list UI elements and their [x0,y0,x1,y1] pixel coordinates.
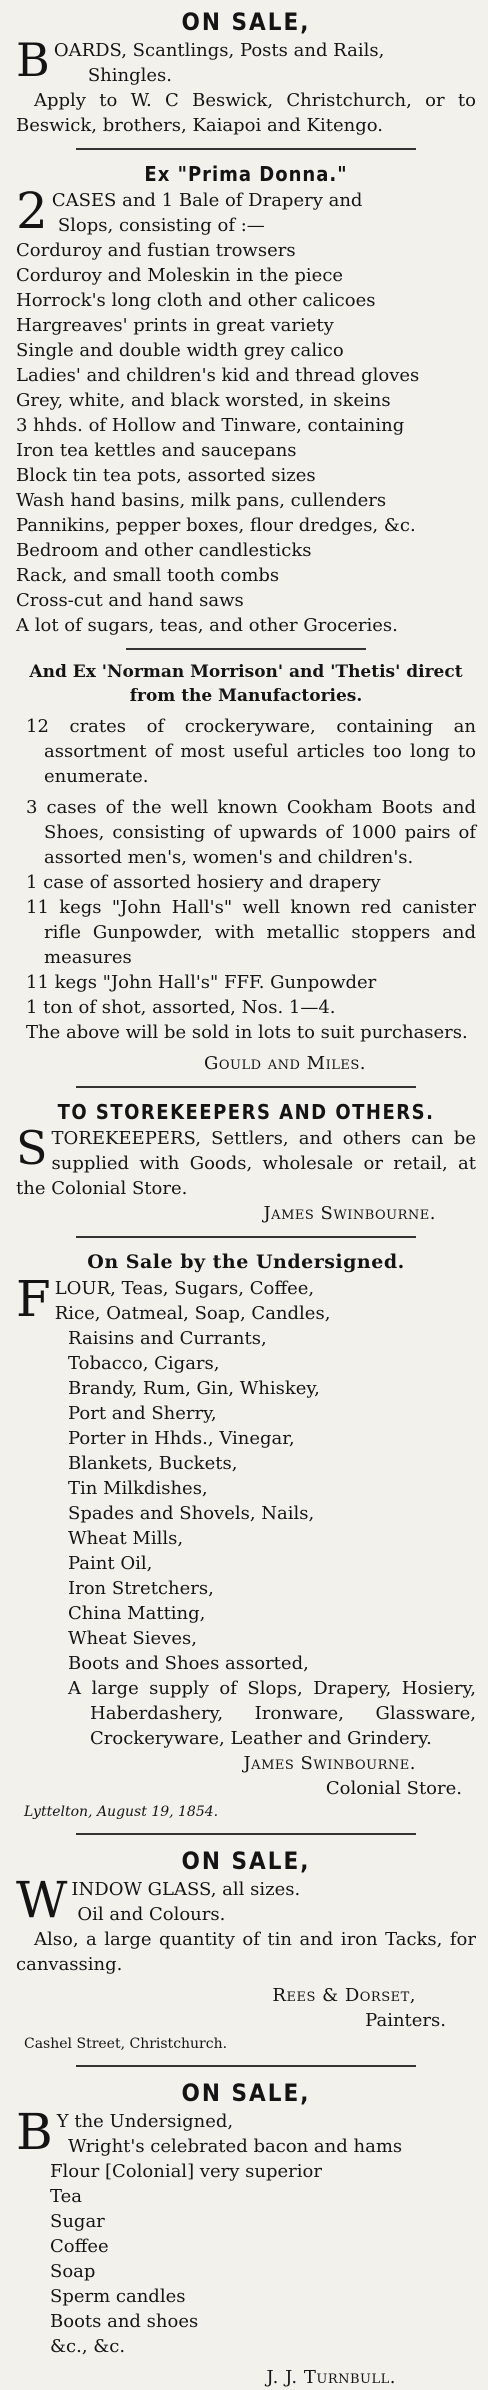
list-item: Wheat Mills, [68,1528,184,1549]
list-item: Corduroy and fustian trowsers [16,240,296,261]
list-item: 11 kegs "John Hall's" FFF. Gunpowder [26,972,377,993]
list-item: Bedroom and other candlesticks [16,540,312,561]
list-item: Rice, Oatmeal, Soap, Candles, [54,1303,331,1324]
ad-paragraph: Apply to W. C Beswick, Christchurch, or to Beswick, brothers, Kaiapoi and Kitengo. [16,90,476,136]
list-item: Horrock's long cloth and other calicoes [16,290,376,311]
divider [126,648,366,650]
list-item: Spades and Shovels, Nails, [68,1503,315,1524]
list-item: Blankets, Buckets, [68,1453,238,1474]
list-item: &c., &c. [50,2336,126,2357]
list-item: Sperm candles [50,2286,186,2307]
ad-first-line: INDOW GLASS, all sizes. [71,1879,301,1900]
list-item: 12 crates of crockeryware, containing an assortment of most useful articles too long to enumerate. [26,716,476,787]
ad-first-line: LOUR, Teas, Sugars, Coffee, [54,1278,315,1299]
ad-dateline: Cashel Street, Christchurch. [24,2036,228,2052]
list-item: Raisins and Currants, [68,1328,267,1349]
drop-cap: B [16,33,50,87]
list-item: 3 cases of the well known Cookham Boots and Shoes, consisting of upwards of 1000 pairs of assorted men's, women's and children's. [26,797,476,868]
ad-paragraph: Also, a large quantity of tin and iron Tacks, for canvassing. [16,1929,476,1975]
ad-second-line: Slops, consisting of :— [57,215,265,236]
divider [76,148,416,150]
list-item: The above will be sold in lots to suit purchasers. [26,1022,468,1043]
list-item: Corduroy and Moleskin in the piece [16,265,344,286]
list-item: Single and double width grey calico [16,340,344,361]
list-item: Block tin tea pots, assorted sizes [16,465,316,486]
drop-cap: S [16,1121,48,1175]
ad-signature: Gould and Miles. [204,1053,366,1074]
list-item: Soap [50,2261,96,2282]
ad-signature-line: Painters. [365,2010,446,2031]
ad-first-line: TOREKEEPERS, Settlers, and others [51,1128,401,1149]
ad-signature-line: Colonial Store. [325,1778,462,1799]
list-item: Boots and shoes [50,2311,199,2332]
drop-cap: B [16,2103,53,2161]
ad-first-line: Y the Undersigned, [56,2111,234,2132]
ad-heading: Ex "Prima Donna." [144,162,348,186]
list-item: A lot of sugars, teas, and other Groceries. [16,615,398,636]
ad-prima-donna [16,160,476,1076]
ad-heading: ON SALE, [181,1847,311,1875]
ad-first-line: OARDS, Scantlings, Posts and Rails, [53,40,385,61]
list-item: Port and Sherry, [68,1403,217,1424]
ad-on-sale-undersigned [16,1248,476,1823]
divider [76,1236,416,1238]
list-item: 1 case of assorted hosiery and drapery [26,872,381,893]
list-item: Cross-cut and hand saws [16,590,244,611]
list-item: Wash hand basins, milk pans, cullenders [16,490,387,511]
ad-paragraph: A large supply of Slops, Drapery, Hosiery, Haberdashery, Ironware, Glassware, Crockeryware, Leather and Grindery. [68,1678,476,1749]
ad-subheading: from the Manufactories. [129,686,363,706]
ad-second-line: Oil and Colours. [77,1904,226,1925]
list-item: Iron Stretchers, [68,1578,214,1599]
ad-bacon-and-groceries [16,2077,476,2390]
ad-line: Shingles. [87,65,172,86]
list-item: Pannikins, pepper boxes, flour dredges, &c. [16,515,416,536]
ad-heading: ON SALE, [181,8,311,36]
ad-signature: James Swinbourne. [263,1203,436,1224]
ad-heading: TO STOREKEEPERS AND OTHERS. [57,1100,435,1124]
drop-cap: 2 [16,182,48,240]
list-item: Ladies' and children's kid and thread gloves [16,365,420,386]
ad-signature: James Swinbourne. [243,1753,416,1774]
list-item: Grey, white, and black worsted, in skeins [16,390,391,411]
list-item: Tea [50,2186,82,2207]
list-item: Brandy, Rum, Gin, Whiskey, [68,1378,320,1399]
ad-heading: On Sale by the Undersigned. [87,1251,405,1273]
list-item: Wright's celebrated bacon and hams [68,2136,403,2157]
list-item: 1 ton of shot, assorted, Nos. 1—4. [26,997,336,1018]
ad-dateline: Lyttelton, August 19, 1854. [24,1804,219,1820]
ad-signature: J. J. Turnbull. [266,2367,396,2388]
list-item: Porter in Hhds., Vinegar, [68,1428,295,1449]
ad-window-glass [16,1845,476,2055]
divider [76,1833,416,1835]
ad-signature: Rees & Dorset, [272,1985,416,2006]
list-item: Hargreaves' prints in great variety [16,315,334,336]
list-item: Coffee [50,2236,109,2257]
list-item: Tobacco, Cigars, [68,1353,220,1374]
list-item: Tin Milkdishes, [68,1478,208,1499]
list-item: Iron tea kettles and saucepans [16,440,297,461]
list-item: 3 hhds. of Hollow and Tinware, containing [16,415,405,436]
divider [76,1086,416,1088]
ad-paragraph: can be supplied with Goods, wholesale or retail, at the Colonial Store. [16,1128,476,1199]
ad-subheading: And Ex 'Norman Morrison' and 'Thetis' direct [29,662,463,682]
list-item: Flour [Colonial] very superior [50,2161,322,2182]
drop-cap: W [16,1871,68,1929]
ad-storekeepers [16,1098,476,1226]
ad-first-line: CASES and 1 Bale of Drapery and [51,190,363,211]
ad-heading: ON SALE, [181,2079,311,2107]
list-item: 11 kegs "John Hall's" well known red canister rifle Gunpowder, with metallic stoppers and measures [26,897,476,968]
list-item: Wheat Sieves, [68,1628,197,1649]
list-item: Paint Oil, [68,1553,153,1574]
divider [76,2065,416,2067]
drop-cap: F [16,1270,51,1328]
list-item: China Matting, [68,1603,206,1624]
list-item: Sugar [50,2211,105,2232]
list-item: Rack, and small tooth combs [16,565,280,586]
ad-boards-for-sale [16,6,476,138]
list-item: Boots and Shoes assorted, [68,1653,309,1674]
